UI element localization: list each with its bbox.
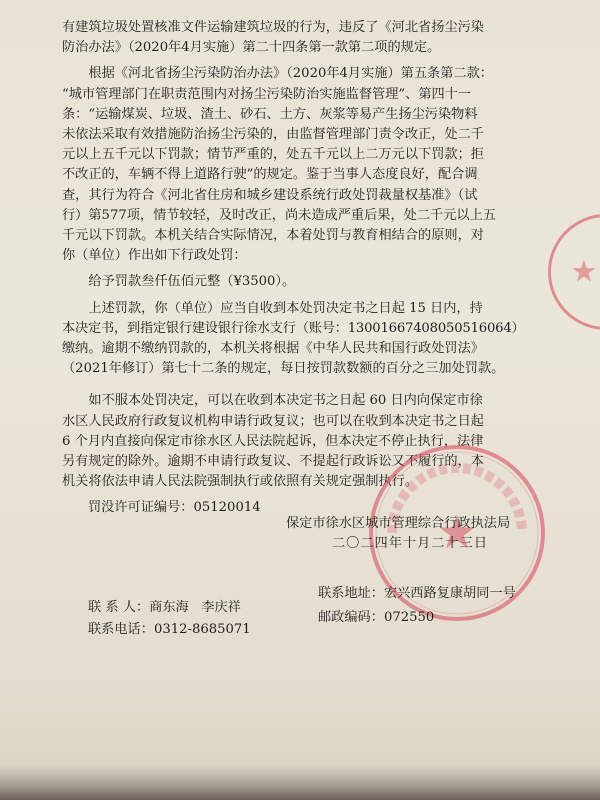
postcode-label: 邮政编码： xyxy=(318,610,384,625)
contact-address xyxy=(318,582,516,601)
body-line: 未依法采取有效措施防治扬尘污染的，由监督管理部门责令改正，处二千 xyxy=(62,127,484,143)
table-shadow xyxy=(0,766,600,800)
decision-body xyxy=(62,18,562,492)
contact-names: 商东海 李庆祥 xyxy=(149,600,241,615)
contact-label: 联 系 人： xyxy=(88,600,150,615)
payment-line: 缴纳。逾期不缴纳罚款的，本机关将根据《中华人民共和国行政处罚法》 xyxy=(62,341,484,357)
penalty-line: 给予罚款叁仟伍佰元整（¥3500）。 xyxy=(88,274,296,290)
address-label: 联系地址： xyxy=(318,586,384,601)
body-line: 千元以下罚款。本机关结合实际情况，本着处罚与教育相结合的原则，对 xyxy=(62,228,484,244)
body-line: 条：“运输煤炭、垃圾、渣土、砂石、土方、灰浆等易产生扬尘污染物料 xyxy=(62,106,478,122)
svg-text:★: ★ xyxy=(436,505,478,559)
appeal-line: 6 个月内直接向保定市徐水区人民法院起诉，但本决定不停止执行，法律 xyxy=(62,433,484,449)
payment-line: 上述罚款，你（单位）应当自收到本处罚决定书之日起 15 日内，持 xyxy=(88,300,483,316)
body-line: 行）第577项，情节较轻，及时改正，尚未造成严重后果，处二千元以上五 xyxy=(62,207,496,223)
body-line: 查，其行为符合《河北省住房和城乡建设系统行政处罚裁量权基准》（试 xyxy=(62,187,478,203)
permit-number xyxy=(88,496,261,515)
phone-value: 0312-8685071 xyxy=(153,622,251,637)
address-value: 宏兴西路复康胡同一号 xyxy=(383,586,516,601)
phone-label: 联系电话： xyxy=(88,622,154,637)
appeal-line: 机关将依法申请人民法院强制执行或依照有关规定强制执行。 xyxy=(62,474,419,490)
body-line: 防治办法》（2020年4月实施）第二十四条第一款第二项的规定。 xyxy=(62,40,441,56)
appeal-line: 另有规定的除外。逾期不申请行政复议、不提起行政诉讼又不履行的，本 xyxy=(62,454,484,470)
appeal-line: 如不服本处罚决定，可以在收到本决定书之日起 60 日内向保定市徐 xyxy=(88,393,483,409)
payment-line: 本决定书，到指定银行建设银行徐水支行（账号：13001667408050516064） xyxy=(62,320,525,336)
contact-person xyxy=(88,596,241,615)
body-line: 有建筑垃圾处置核准文件运输建筑垃圾的行为，违反了《河北省扬尘污染 xyxy=(62,20,484,35)
body-line: 元以上五千元以下罚款；情节严重的，处五千元以上二万元以下罚款；拒 xyxy=(62,147,484,163)
body-line: “城市管理部门在职责范围内对扬尘污染防治实施监督管理”、第四十一 xyxy=(62,86,472,102)
body-line: 你（单位）作出如下行政处罚： xyxy=(62,248,247,264)
contact-phone xyxy=(88,618,251,637)
body-line: 根据《河北省扬尘污染防治办法》（2020年4月实施）第五条第二款： xyxy=(88,66,493,82)
star-icon: ★ xyxy=(570,254,598,290)
issuing-authority: 保定市徐水区城市管理综合行政执法局 xyxy=(286,516,511,531)
contact-postcode xyxy=(318,606,434,625)
postcode-value: 072550 xyxy=(383,610,435,625)
payment-line: （2021年修订）第七十二条的规定，每日按罚款数额的百分之三加处罚款。 xyxy=(62,361,505,377)
appeal-line: 水区人民政府行政复议机构申请行政复议；也可以在收到本决定书之日起 xyxy=(62,413,484,429)
issue-date: 二〇二四年十月二十三日 xyxy=(332,536,489,551)
permit-value: 05120014 xyxy=(193,500,261,515)
permit-label: 罚没许可证编号： xyxy=(88,500,194,515)
body-line: 不改正的，车辆不得上道路行驶”的规定。鉴于当事人态度良好，配合调 xyxy=(62,167,478,183)
